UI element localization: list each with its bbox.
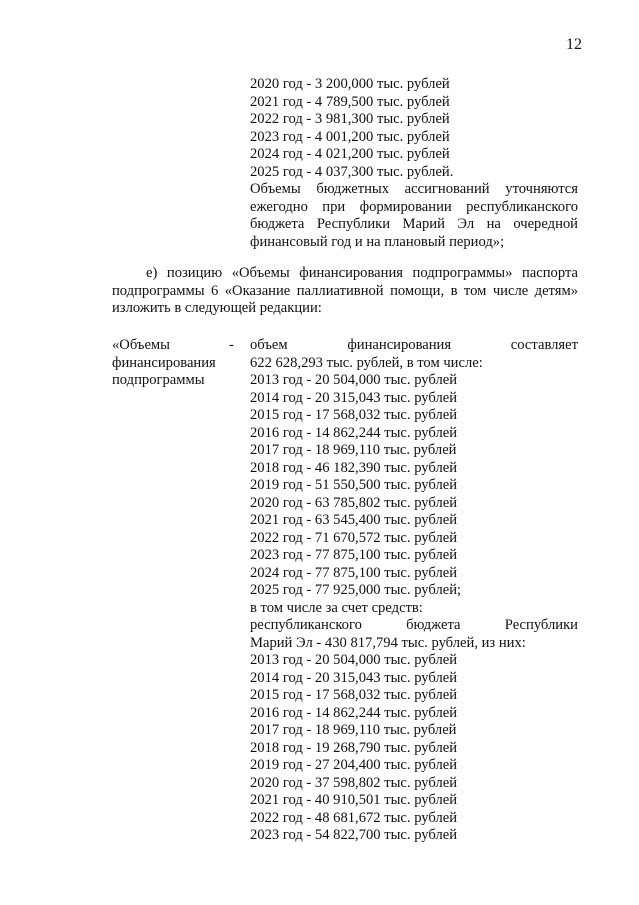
year-line: 2013 год - 20 504,000 тыс. рублей xyxy=(250,372,458,388)
paragraph-line: подпрограммы 6 «Оказание паллиативной помощи, в том числе детям» xyxy=(112,282,578,299)
funding-continuation-block xyxy=(250,76,578,251)
paragraph-line: е) позицию «Объемы финансирования подпрограммы» паспорта xyxy=(146,265,578,281)
note-line: ежегодно при формировании республиканского xyxy=(250,198,578,215)
year-line: 2016 год - 14 862,244 тыс. рублей xyxy=(250,704,458,721)
year-line: 2021 год - 4 789,500 тыс. рублей xyxy=(250,93,450,110)
year-line: 2015 год - 17 568,032 тыс. рублей xyxy=(250,687,458,703)
source-line: республиканского бюджета Республики xyxy=(250,617,578,633)
year-line: 2022 год - 48 681,672 тыс. рублей xyxy=(250,809,458,826)
position-label xyxy=(112,337,242,390)
year-line: 2019 год - 51 550,500 тыс. рублей xyxy=(250,477,458,493)
year-line: 2017 год - 18 969,110 тыс. рублей xyxy=(250,722,457,738)
year-line: 2024 год - 77 875,100 тыс. рублей xyxy=(250,564,458,581)
summary-line: объем финансирования составляет xyxy=(250,337,578,353)
year-line: 2018 год - 19 268,790 тыс. рублей xyxy=(250,739,458,756)
year-line: 2021 год - 40 910,501 тыс. рублей xyxy=(250,792,458,808)
funding-volume-block xyxy=(250,337,578,845)
label-line: финансирования xyxy=(112,354,216,371)
label-dash: - xyxy=(229,337,234,353)
year-line: 2020 год - 3 200,000 тыс. рублей xyxy=(250,76,450,92)
note-line: бюджета Республики Марий Эл на очередной xyxy=(250,216,578,232)
note-line: финансовый год и на плановый период»; xyxy=(250,233,505,250)
year-line: 2025 год - 77 925,000 тыс. рублей; xyxy=(250,582,462,598)
year-line: 2023 год - 77 875,100 тыс. рублей xyxy=(250,547,458,563)
year-line: 2019 год - 27 204,400 тыс. рублей xyxy=(250,757,458,773)
paragraph-line: изложить в следующей редакции: xyxy=(112,300,322,316)
label-line: «Объемы xyxy=(112,337,170,353)
note-line: Объемы бюджетных ассигнований уточняются xyxy=(250,181,578,197)
year-line: 2020 год - 37 598,802 тыс. рублей xyxy=(250,774,458,791)
source-line: в том числе за счет средств: xyxy=(250,599,423,616)
year-line: 2023 год - 4 001,200 тыс. рублей xyxy=(250,128,450,145)
year-line: 2022 год - 71 670,572 тыс. рублей xyxy=(250,529,458,546)
year-line: 2014 год - 20 315,043 тыс. рублей xyxy=(250,669,458,686)
amendment-paragraph xyxy=(112,265,578,318)
summary-line: 622 628,293 тыс. рублей, в том числе: xyxy=(250,354,483,371)
year-line: 2014 год - 20 315,043 тыс. рублей xyxy=(250,389,458,406)
source-line: Марий Эл - 430 817,794 тыс. рублей, из них: xyxy=(250,634,526,651)
year-line: 2020 год - 63 785,802 тыс. рублей xyxy=(250,494,458,511)
year-line: 2021 год - 63 545,400 тыс. рублей xyxy=(250,512,458,528)
year-line: 2022 год - 3 981,300 тыс. рублей xyxy=(250,111,450,127)
page-number: 12 xyxy=(566,36,582,53)
label-line: подпрограммы xyxy=(112,372,205,388)
year-line: 2016 год - 14 862,244 тыс. рублей xyxy=(250,424,458,441)
year-line: 2015 год - 17 568,032 тыс. рублей xyxy=(250,407,458,423)
year-line: 2018 год - 46 182,390 тыс. рублей xyxy=(250,459,458,476)
year-line: 2023 год - 54 822,700 тыс. рублей xyxy=(250,827,458,843)
year-line: 2025 год - 4 037,300 тыс. рублей. xyxy=(250,163,454,180)
year-line: 2017 год - 18 969,110 тыс. рублей xyxy=(250,442,457,458)
year-line: 2024 год - 4 021,200 тыс. рублей xyxy=(250,146,450,162)
year-line: 2013 год - 20 504,000 тыс. рублей xyxy=(250,652,458,668)
